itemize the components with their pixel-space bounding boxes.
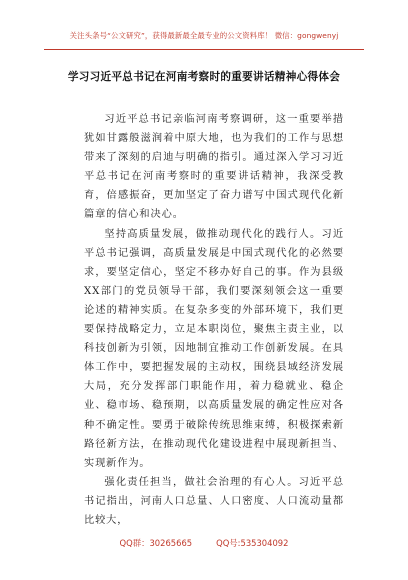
paragraph-3: 强化责任担当，做社会治理的有心人。习近平总书记指出，河南人口总量、人口密度、人口流动量都比较大， — [84, 476, 344, 526]
document-title: 学习习近平总书记在河南考察时的重要讲话精神心得体会 — [67, 71, 341, 83]
footer-qq-number: QQ号:535304092 — [216, 538, 289, 548]
paragraph-1: 习近平总书记亲临河南考察调研，这一重要举措犹如甘露般滋润着中原大地，也为我们的工作与思想带来了深刻的启迪与明确的指引。通过深入学习习近平总书记在河南考察时的重要讲话精神，我深受教育，倍感振奋，更加坚定了奋力谱写中国式现代化新篇章的信心和决心。 — [84, 114, 344, 221]
footer-qq-group: QQ群：30265665 — [119, 538, 193, 548]
promo-banner: 关注头条号“公文研究”，获得最新最全最专业的公文资料库！ 微信：gongwenyj — [69, 31, 339, 40]
paragraph-2: 坚持高质量发展，做推动现代化的践行人。习近平总书记强调，高质量发展是中国式现代化的必然要求，要坚定信心，坚定不移办好自己的事。作为县级XX部门的党员领导干部，我们要深刻领会这一重要论述的精神实质。在复杂多变的外部环境下，我们更要保持战略定力，立足本职岗位，聚焦主责主业，以科技创新为引领，因地制宜推动工作创新发展。在具体工作中，要把握发展的主动权，围绕县域经济发展大局，充分发挥部门职能作用，着力稳就业、稳企业、稳市场、稳预期，以高质量发展的确定性应对各种不确定性。要勇于破除传统思维束缚，积极探索新路径新方法，在推动现代化建设进程中展现新担当、实现新作为。 — [84, 228, 344, 469]
document-body — [84, 110, 344, 530]
footer-contact — [0, 537, 408, 549]
header-divider — [44, 49, 364, 50]
